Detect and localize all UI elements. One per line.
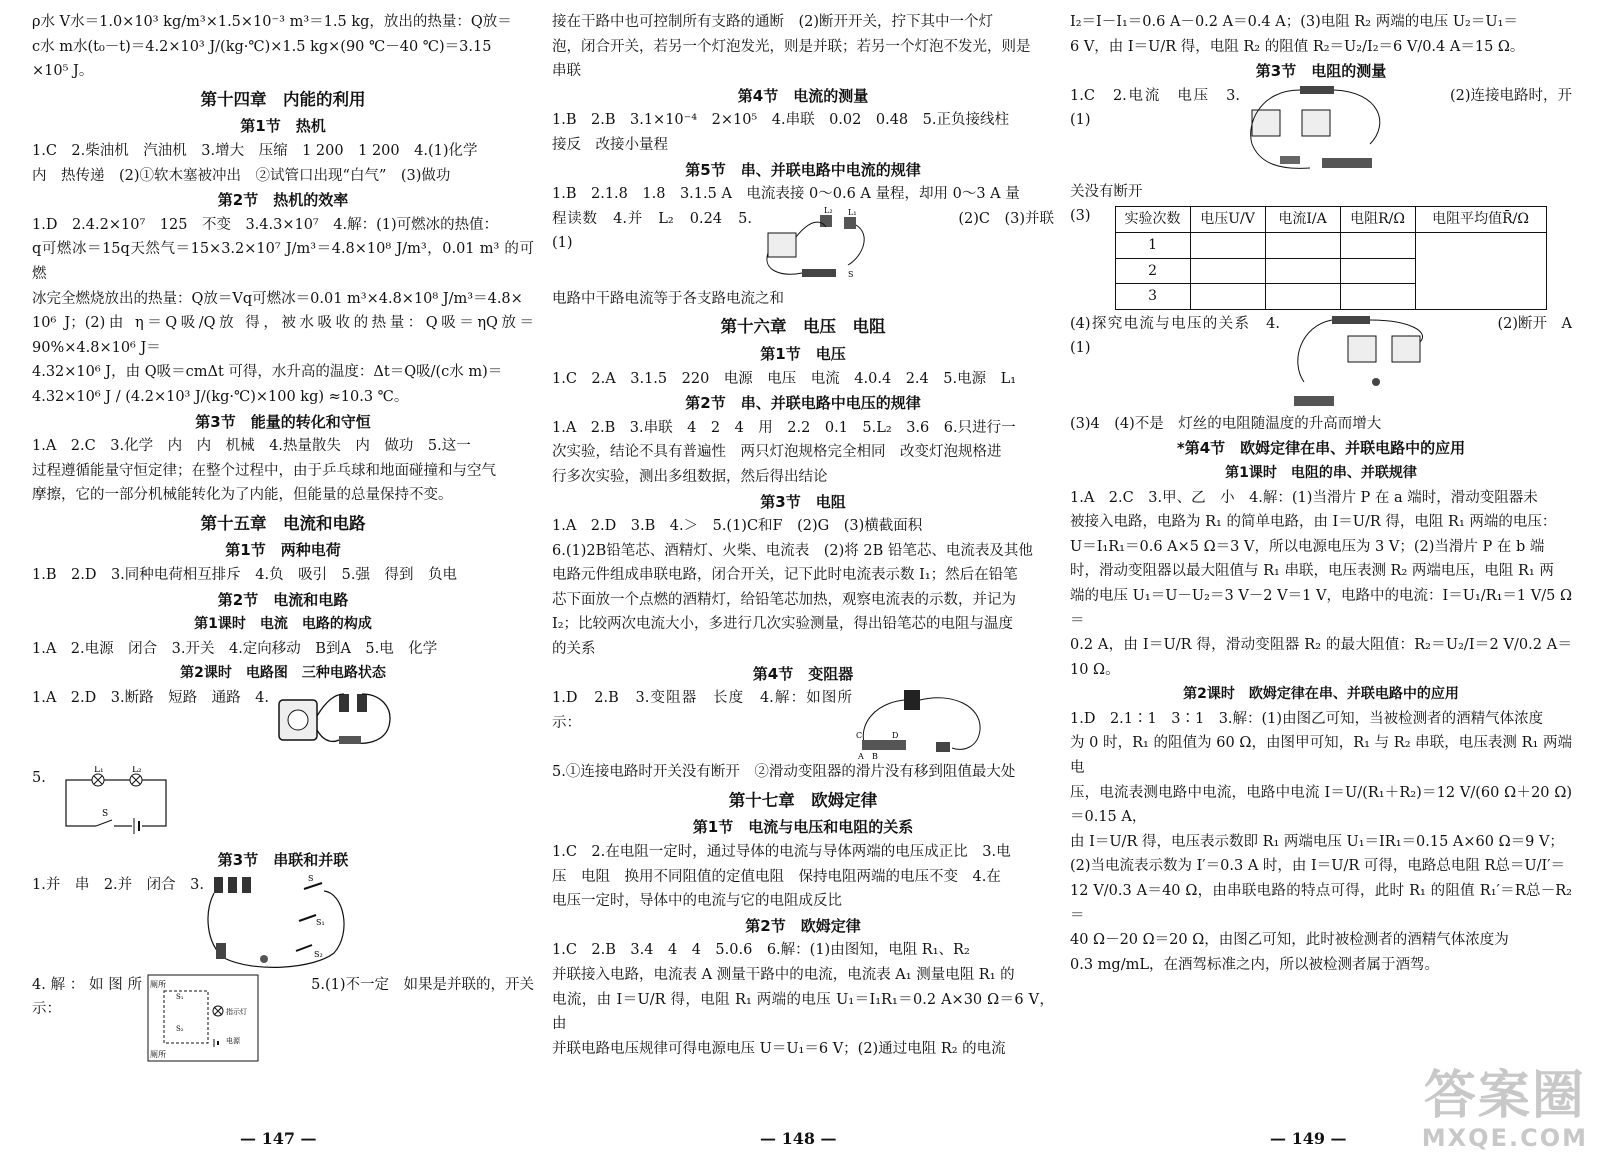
resistance-measurement-photo — [1240, 84, 1400, 180]
answer-line: 1.A 2.电源 闭合 3.开关 4.定向移动 B到A 5.电 化学 — [32, 640, 438, 657]
watermark-url: MXQE.COM — [1421, 1124, 1588, 1152]
answer-line: 40 Ω－20 Ω＝20 Ω，由图乙可知，此时被检测者的酒精气体浓度为 — [1070, 932, 1509, 949]
answer-line: 1.C 2.B 3.4 4 4 5.0.6 6.解：(1)由图知，电阻 R₁、R₂ — [552, 942, 970, 959]
table-header: 实验次数 — [1115, 207, 1190, 233]
answer-line: 1.B 2.B 3.1×10⁻⁴ 2×10⁵ 4.串联 0.02 0.48 5.正负接线柱 — [552, 112, 1009, 129]
switch-s2-label: S₂ — [314, 949, 323, 959]
answer-line: 压 电阻 换用不同阻值的定值电阻 保持电阻两端的电压不变 4.在 — [552, 868, 1001, 885]
table-header: 电压U/V — [1190, 207, 1265, 233]
answer-line: 电路元件组成串联电路，闭合开关，记下此时电流表示数 I₁；然后在铅笔 — [552, 567, 1018, 584]
section-title: 第4节 电流的测量 — [737, 86, 869, 105]
indicator-lamp-label: 指示灯 — [226, 1007, 247, 1016]
section-title: 第4节 变阻器 — [752, 664, 854, 683]
answer-line: 端的电压 U₁＝U－U₂＝3 V－2 V＝1 V，电路中的电流：I＝U₁/R₁＝1 V/5 Ω＝ — [1070, 587, 1572, 629]
circuit-photo-figure — [269, 686, 409, 756]
terminal-c-label: C — [856, 731, 863, 741]
table-cell — [1190, 258, 1265, 284]
experiment-table — [1115, 206, 1547, 309]
section-title: 第1节 热机 — [240, 117, 326, 136]
power-label: 电源 — [226, 1036, 240, 1045]
lamp-l1-label: L₁ — [93, 766, 104, 776]
answer-line: 电压一定时，导体中的电流与它的电阻成反比 — [552, 893, 842, 910]
page-number: — 147 — — [240, 1129, 317, 1148]
answer-line: (2)断开 A — [1497, 315, 1572, 332]
table-cell — [1415, 232, 1546, 309]
table-cell — [1265, 232, 1340, 258]
table-cell — [1265, 284, 1340, 310]
section-title: 第2节 欧姆定律 — [745, 916, 861, 935]
intro-line: I₂＝I－I₁＝0.6 A－0.2 A＝0.4 A；(3)电阻 R₂ 两端的电压 U₂＝U₁＝ — [1070, 14, 1518, 30]
answer-line: 行多次实验，测出多组数据，然后得出结论 — [552, 468, 828, 485]
lesson-title: 第2课时 欧姆定律在串、并联电路中的应用 — [1183, 686, 1459, 703]
answer-line: 12 V/0.3 A＝40 Ω，由串联电路的特点可得，此时 R₁ 的阻值 R₁′＝R总－R₂＝ — [1070, 883, 1572, 924]
table-cell: 3 — [1115, 284, 1190, 310]
lamp-resistance-circuit-photo — [1280, 312, 1440, 412]
section-title: 第2节 热机的效率 — [217, 191, 349, 210]
table-cell — [1340, 284, 1415, 310]
answer-line: 1.C 2.电流 电压 3.(1) — [1070, 87, 1240, 129]
answer-line: (2)C (3)并联 — [958, 210, 1054, 227]
section-title: 第3节 电阻的测量 — [1255, 62, 1387, 81]
answer-line: 1.B 2.D 3.同种电荷相互排斥 4.负 吸引 5.强 得到 负电 — [32, 567, 457, 584]
section-title: 第5节 串、并联电路中电流的规律 — [685, 160, 921, 179]
lamp-l2-label: L₂ — [824, 206, 833, 215]
data-table-row — [1070, 204, 1572, 311]
answer-line: 1.A 2.D 3.断路 短路 通路 4. — [32, 690, 269, 707]
ammeter-circuit-photo — [752, 207, 892, 287]
answer-line: 1.A 2.C 3.甲、乙 小 4.解：(1)当滑片 P 在 a 端时，滑动变阻器未 — [1070, 489, 1538, 506]
rheostat-circuit-photo — [852, 686, 992, 760]
answer-line: I₂；比较两次电流大小，多进行几次实验测量，得出铅笔芯的电阻与温度 — [552, 616, 1014, 633]
table-cell — [1190, 232, 1265, 258]
lamp-l1-label: L₁ — [848, 207, 857, 217]
intro-line: 接在干路中也可控制所有支路的通断 (2)断开开关，拧下其中一个灯 — [552, 14, 994, 30]
series-circuit-diagram — [46, 766, 186, 836]
switch-s-label: S — [848, 269, 854, 279]
answer-line: 被接入电路，电路为 R₁ 的简单电路，由 I＝U/R 得，电阻 R₁ 两端的电压： — [1070, 514, 1557, 531]
table-row — [1115, 232, 1546, 258]
answer-with-figure — [552, 686, 1054, 760]
answer-line: 1.C 2.在电阻一定时，通过导体的电流与导体两端的电压成正比 3.电 — [552, 844, 1011, 861]
section-title: 第1节 电流与电压和电阻的关系 — [692, 818, 914, 837]
switch-s2-label: S₂ — [176, 1024, 184, 1033]
watermark — [1422, 1068, 1588, 1152]
lesson-title: 第1课时 电流 电路的构成 — [194, 616, 372, 633]
intro-line: 6 V，由 I＝U/R 得，电阻 R₂ 的阻值 R₂＝U₂/I₂＝6 V/0.4 A＝15 Ω。 — [1070, 38, 1525, 55]
chapter-17-title: 第十七章 欧姆定律 — [728, 790, 878, 810]
answer-line: 电流，由 I＝U/R 得，电阻 R₁ 两端的电压 U₁＝I₁R₁＝0.2 A×30 Ω＝6 V，由 — [552, 991, 1054, 1033]
answer-line: 10⁶ J；(2)由 η＝Q吸/Q放 得，被水吸收的热量：Q吸＝ηQ放＝90%×4.8×10⁶ J＝ — [32, 315, 534, 356]
section-title: 第1节 两种电荷 — [225, 541, 341, 560]
answer-with-figure — [1070, 312, 1572, 412]
answer-line: 6.(1)2B铅笔芯、酒精灯、火柴、电流表 (2)将 2B 铅笔芯、电流表及其他 — [552, 542, 1033, 559]
answer-line: 1.D 2.4.2×10⁷ 125 不变 3.4.3×10⁷ 4.解：(1)可燃冰的热值： — [32, 216, 499, 233]
column-1 — [32, 10, 534, 1063]
lesson-title: 第1课时 电阻的串、并联规律 — [1225, 464, 1417, 481]
table-cell — [1190, 284, 1265, 310]
table-cell — [1340, 232, 1415, 258]
page-number: — 149 — — [1270, 1129, 1347, 1148]
question-number: 5. — [32, 770, 46, 787]
answer-line: 5.(1)不一定 如果是并联的，开关 — [311, 976, 534, 993]
answer-line: 0.3 mg/mL，在酒驾标准之内，所以被检测者属于酒驾。 — [1070, 956, 1439, 973]
lesson-title: 第2课时 电路图 三种电路状态 — [180, 665, 386, 682]
answer-line: 1.A 2.B 3.串联 4 2 4 用 2.2 0.1 5.L₂ 3.6 6.只进行一 — [552, 419, 1016, 436]
answer-line: (3)4 (4)不是 灯丝的电阻随温度的升高而增大 — [1070, 415, 1382, 432]
answer-line: 1.A 2.C 3.化学 内 内 机械 4.热量散失 内 做功 5.这一 — [32, 438, 471, 455]
section-title: 第3节 串联和并联 — [217, 851, 349, 870]
table-cell: 2 — [1115, 258, 1190, 284]
section-title: 第2节 串、并联电路中电压的规律 — [685, 394, 921, 413]
answer-line: 4.32×10⁶ J，由 Q吸＝cmΔt 可得，水升高的温度：Δt＝Q吸/(c水 m)＝ — [32, 364, 503, 381]
intro-line: 串联 — [552, 63, 581, 80]
chapter-16-title: 第十六章 电压 电阻 — [720, 317, 886, 337]
column-2 — [552, 10, 1054, 1061]
answer-line: 过程遵循能量守恒定律；在整个过程中，由于乒乓球和地面碰撞和与空气 — [32, 462, 496, 479]
answer-line: 1.C 2.柴油机 汽油机 3.增大 压缩 1 200 1 200 4.(1)化学 — [32, 142, 478, 159]
table-cell — [1265, 258, 1340, 284]
section-title: 第2节 电流和电路 — [217, 590, 349, 609]
answer-line: 1.D 2.B 3.变阻器 长度 4.解：如图所示： — [552, 690, 852, 731]
answer-line: 0.2 A，由 I＝U/R 得，滑动变阻器 R₂ 的最大阻值：R₂＝U₂/I＝2 V/0.2 A＝10 Ω。 — [1070, 637, 1572, 678]
answer-line: 1.A 2.D 3.B 4.＞ 5.(1)C和F (2)G (3)横截面积 — [552, 518, 923, 535]
column-3 — [1070, 10, 1572, 977]
section-title: 第3节 能量的转化和守恒 — [195, 412, 371, 431]
answer-with-figure — [552, 207, 1054, 287]
toilet-label: 厕所 — [150, 1049, 166, 1059]
answer-line: 摩擦，它的一部分机械能转化为了内能，但能量的总量保持不变。 — [32, 487, 453, 504]
answer-line: 1.B 2.1.8 1.8 3.1.5 A 电流表接 0～0.6 A 量程，却用 0～3 A 量 — [552, 186, 1020, 203]
table-cell — [1340, 258, 1415, 284]
table-cell: 1 — [1115, 232, 1190, 258]
answer-line: 1.并 串 2.并 闭合 3. — [32, 876, 205, 893]
answer-line: 4.32×10⁶ J / (4.2×10³ J/(kg·℃)×100 kg) ≈10.3 ℃。 — [32, 388, 409, 405]
answer-line: 为 0 时，R₁ 的阻值为 60 Ω，由图甲可知，R₁ 与 R₂ 串联，电压表测 R₁ 两端电 — [1070, 735, 1572, 777]
intro-line: 泡，闭合开关，若另一个灯泡发光，则是并联；若另一个灯泡不发光，则是 — [552, 38, 1031, 55]
answer-line: 时，滑动变阻器以最大阻值与 R₁ 串联，电压表测 R₂ 两端电压，电阻 R₁ 两 — [1070, 563, 1554, 580]
answer-line: 冰完全燃烧放出的热量：Q放＝Vq可燃冰＝0.01 m³×4.8×10⁸ J/m³＝4.8× — [32, 290, 523, 307]
answer-line: 关没有断开 — [1070, 183, 1143, 200]
table-header: 电阻平均值R̄/Ω — [1415, 207, 1546, 233]
answer-line: 程读数 4.并 L₂ 0.24 5.(1) — [552, 210, 752, 252]
answer-line: 次实验，结论不具有普遍性 两只灯泡规格完全相同 改变灯泡规格进 — [552, 444, 1002, 461]
answer-line: 1.D 2.1∶1 3∶1 3.解：(1)由图乙可知，当被检测者的酒精气体浓度 — [1070, 710, 1544, 727]
section-title: 第3节 电阻 — [760, 492, 846, 511]
answer-line: 压，电流表测电路中电流，电路中电流 I＝U/(R₁＋R₂)＝12 V/(60 Ω＋20 Ω)＝0.15 A， — [1070, 784, 1572, 826]
section-title: 第1节 电压 — [760, 344, 846, 363]
table-header-row — [1115, 207, 1546, 233]
answer-line: 由 I＝U/R 得，电压表示数即 R₁ 两端电压 U₁＝IR₁＝0.15 A×60 Ω＝9 V； — [1070, 833, 1564, 850]
terminal-d-label: D — [892, 731, 899, 741]
chapter-15-title: 第十五章 电流和电路 — [200, 513, 366, 533]
page-number: — 148 — — [760, 1129, 837, 1148]
answer-with-figure — [32, 686, 534, 756]
answer-line: U＝I₁R₁＝0.6 A×5 Ω＝3 V，所以电源电压为 3 V；(2)当滑片 P 在 b 端 — [1070, 538, 1545, 555]
answer-line: (4)探究电流与电压的关系 4.(1) — [1070, 315, 1280, 357]
lamp-l2-label: L₂ — [131, 766, 142, 776]
intro-line: c水 m水(t₀－t)＝4.2×10³ J/(kg·℃)×1.5 kg×(90 ℃－40 ℃)＝3.15 — [32, 38, 492, 55]
terminal-a-label: A — [858, 752, 864, 761]
switch-s-label: S — [101, 809, 109, 820]
answer-line: 电路中干路电流等于各支路电流之和 — [552, 290, 784, 307]
q4-row — [32, 973, 534, 1063]
terminal-b-label: B — [872, 752, 878, 761]
toilet-indicator-circuit — [142, 973, 272, 1063]
answer-line: q可燃冰＝15q天然气＝15×3.2×10⁷ J/m³＝4.8×10⁸ J/m³，0.01 m³ 的可燃 — [32, 241, 534, 282]
section-title: *第4节 欧姆定律在串、并联电路中的应用 — [1176, 439, 1466, 458]
answer-line: 接反 改接小量程 — [552, 136, 668, 153]
answer-line: 芯下面放一个点燃的酒精灯，给铅笔芯加热，观察电流表的示数，并记为 — [552, 591, 1016, 608]
answer-with-figure — [1070, 84, 1572, 180]
switch-s-label: S — [308, 873, 314, 883]
intro-line: ρ水 V水＝1.0×10³ kg/m³×1.5×10⁻³ m³＝1.5 kg，放出的热量：Q放＝ — [32, 14, 512, 30]
toilet-label: 厕所 — [150, 979, 166, 989]
answer-line: 的关系 — [552, 641, 596, 658]
table-header: 电阻R/Ω — [1340, 207, 1415, 233]
q5-circuit — [32, 766, 534, 836]
answer-line: 内 热传递 (2)①软木塞被冲出 ②试管口出现“白气” (3)做功 — [32, 167, 451, 184]
chapter-14-title: 第十四章 内能的利用 — [200, 89, 366, 109]
table-header: 电流I/A — [1265, 207, 1340, 233]
answer-line: 并联电路电压规律可得电源电压 U＝U₁＝6 V；(2)通过电阻 R₂ 的电流 — [552, 1040, 1006, 1057]
answer-line: 5.①连接电路时开关没有断开 ②滑动变阻器的滑片没有移到阻值最大处 — [552, 764, 1016, 781]
watermark-logo: 答案圈 — [1423, 1066, 1586, 1126]
switch-s1-label: S₁ — [316, 917, 325, 927]
parallel-circuit-photo — [204, 873, 354, 973]
answer-line: 并联接入电路，电流表 A 测量干路中的电流，电流表 A₁ 测量电阻 R₁ 的 — [552, 967, 1015, 983]
answer-line: (2)当电流表示数为 I′＝0.3 A 时，由 I＝U/R 可得，电路总电阻 R总＝U/I′＝ — [1070, 858, 1566, 875]
answer-line: 4.解：如图所示： — [32, 976, 142, 1018]
switch-s1-label: S₁ — [176, 992, 184, 1001]
answer-line: 1.C 2.A 3.1.5 220 电源 电压 电流 4.0.4 2.4 5.电源 L₁ — [552, 370, 1017, 387]
table-label: (3) — [1070, 208, 1091, 225]
answer-line: (2)连接电路时，开 — [1449, 87, 1572, 104]
intro-line: ×10⁵ J。 — [32, 63, 94, 80]
answer-with-figure — [32, 873, 534, 973]
